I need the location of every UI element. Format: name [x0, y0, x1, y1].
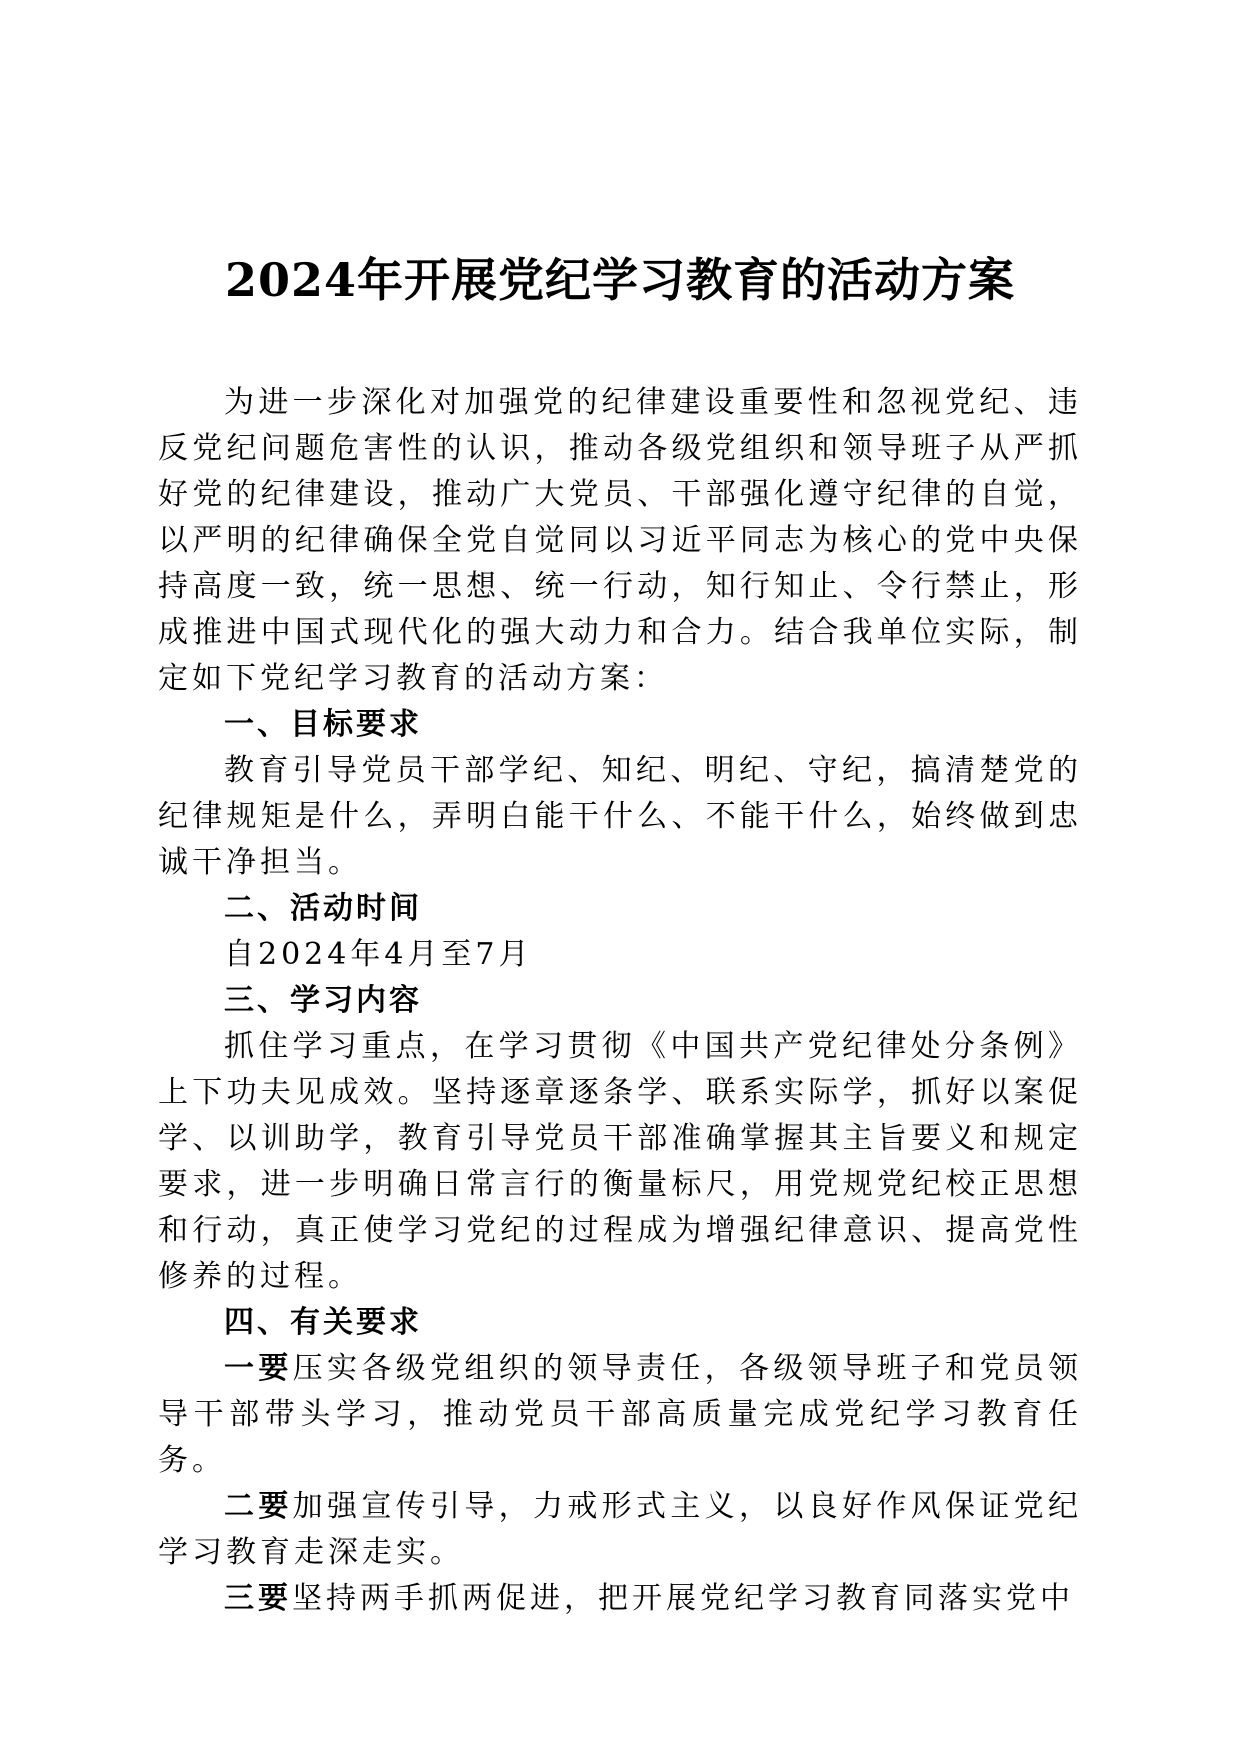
- document-body: [158, 380, 1082, 1622]
- requirement-item-2: [158, 1484, 1082, 1576]
- requirement-lead-2: 二要: [224, 1489, 293, 1524]
- section-heading-goals: 一、目标要求: [224, 707, 422, 742]
- section-text-goals: 教育引导党员干部学纪、知纪、明纪、守纪，搞清楚党的纪律规矩是什么，弄明白能干什么、不能干什么，始终做到忠诚干净担当。: [158, 753, 1082, 880]
- intro-paragraph: 为进一步深化对加强党的纪律建设重要性和忽视党纪、违反党纪问题危害性的认识，推动各级党组织和领导班子从严抓好党的纪律建设，推动广大党员、干部强化遵守纪律的自觉，以严明的纪律确保全党自觉同以习近平同志为核心的党中央保持高度一致，统一思想、统一行动，知行知止、令行禁止，形成推进中国式现代化的强大动力和合力。结合我单位实际，制定如下党纪学习教育的活动方案：: [158, 385, 1082, 696]
- section-text-content: 抓住学习重点，在学习贯彻《中国共产党纪律处分条例》上下功夫见成效。坚持逐章逐条学、联系实际学，抓好以案促学、以训助学，教育引导党员干部准确掌握其主旨要义和规定要求，进一步明确日常言行的衡量标尺，用党规党纪校正思想和行动，真正使学习党纪的过程成为增强纪律意识、提高党性修养的过程。: [158, 1029, 1082, 1294]
- requirement-item-1: [158, 1346, 1082, 1484]
- requirement-lead-1: 一要: [224, 1351, 293, 1386]
- requirement-lead-3: 三要: [224, 1581, 292, 1616]
- requirement-text-1: 压实各级党组织的领导责任，各级领导班子和党员领导干部带头学习，推动党员干部高质量完成党纪学习教育任务。: [158, 1351, 1083, 1478]
- section-text-time: 自2024年4月至7月: [224, 937, 533, 972]
- section-heading-time: 二、活动时间: [224, 891, 422, 926]
- requirement-item-3: [158, 1576, 1082, 1622]
- requirement-text-3: 坚持两手抓两促进，把开展党纪学习教育同落实党中: [292, 1581, 1074, 1616]
- requirement-text-2: 加强宣传引导，力戒形式主义，以良好作风保证党纪学习教育走深走实。: [158, 1489, 1083, 1570]
- document-title: 2024年开展党纪学习教育的活动方案: [224, 253, 1016, 307]
- section-heading-requirements: 四、有关要求: [224, 1305, 422, 1340]
- section-heading-content: 三、学习内容: [224, 983, 422, 1018]
